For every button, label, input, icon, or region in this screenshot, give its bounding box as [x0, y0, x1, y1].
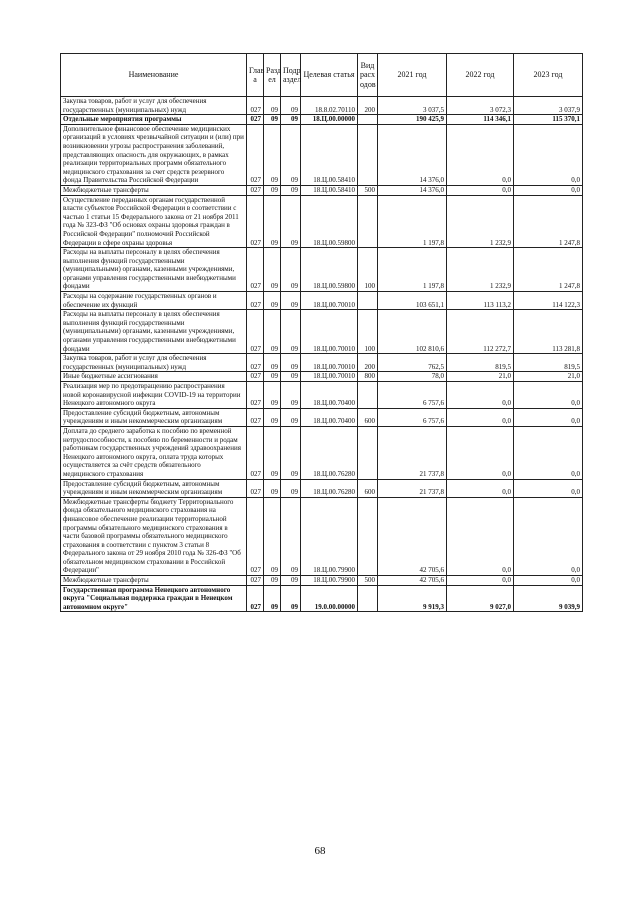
row-celevaya-statya: 18.Ц.00.70010 — [301, 292, 358, 310]
row-value-2023: 0,0 — [514, 426, 583, 479]
row-glava: 027 — [247, 354, 264, 372]
row-name: Предоставление субсидий бюджетным, автономным учреждениям и иным некоммерческим организациям — [61, 408, 247, 426]
row-celevaya-statya: 18.Ц.00.70400 — [301, 408, 358, 426]
row-celevaya-statya: 18.Ц.00.70400 — [301, 382, 358, 409]
row-glava: 027 — [247, 382, 264, 409]
row-value-2023: 1 247,8 — [514, 248, 583, 292]
table-row — [61, 576, 583, 586]
table-row — [61, 408, 583, 426]
row-value-2021: 190 425,9 — [378, 115, 447, 125]
budget-table — [60, 53, 583, 612]
header-2022: 2022 год — [447, 54, 514, 97]
row-value-2021: 78,0 — [378, 372, 447, 382]
table-row — [61, 292, 583, 310]
header-celevaya-statya: Целевая статья — [301, 54, 358, 97]
row-value-2022: 3 072,3 — [447, 97, 514, 115]
row-value-2021: 42 705,6 — [378, 497, 447, 575]
row-name: Закупка товаров, работ и услуг для обеспечения государственных (муниципальных) нужд — [61, 354, 247, 372]
table-body — [61, 97, 583, 612]
row-name: Закупка товаров, работ и услуг для обеспечения государственных (муниципальных) нужд — [61, 97, 247, 115]
table-row — [61, 310, 583, 354]
row-vid-rashodov — [358, 382, 378, 409]
budget-table-container — [60, 53, 582, 612]
row-name: Осуществление переданных органам государственной власти субъектов Российской Федерации в соответствии с частью 1 статьи 15 Федерального закона от 21 ноября 2011 года № 323-ФЗ "Об основах охраны здоровья граждан в Российской Федерации" полномочий Российской Федерации в сфере охраны здоровья — [61, 195, 247, 248]
row-vid-rashodov — [358, 292, 378, 310]
row-value-2023: 114 122,3 — [514, 292, 583, 310]
row-value-2022: 0,0 — [447, 382, 514, 409]
row-name: Иные бюджетные ассигнования — [61, 372, 247, 382]
row-name: Предоставление субсидий бюджетным, автономным учреждениям и иным некоммерческим организациям — [61, 479, 247, 497]
row-razdel: 09 — [264, 185, 281, 195]
row-celevaya-statya: 18.Ц.00.58410 — [301, 185, 358, 195]
row-value-2021: 6 757,6 — [378, 408, 447, 426]
row-podrazdel: 09 — [281, 576, 301, 586]
row-vid-rashodov: 200 — [358, 354, 378, 372]
row-name: Расходы на выплаты персоналу в целях обеспечения выполнения функций государственными (муниципальными) органами, казенными учреждениями, органами управления государственными внебюджетными фондами — [61, 310, 247, 354]
row-value-2023: 1 247,8 — [514, 195, 583, 248]
header-razdel: Разд ел — [264, 54, 281, 97]
row-value-2022: 819,5 — [447, 354, 514, 372]
row-value-2023: 0,0 — [514, 408, 583, 426]
row-vid-rashodov: 600 — [358, 479, 378, 497]
row-vid-rashodov — [358, 426, 378, 479]
row-value-2023: 819,5 — [514, 354, 583, 372]
row-podrazdel: 09 — [281, 124, 301, 185]
table-row — [61, 97, 583, 115]
row-vid-rashodov: 200 — [358, 97, 378, 115]
row-celevaya-statya: 18.Ц.00.59800 — [301, 248, 358, 292]
row-vid-rashodov: 600 — [358, 408, 378, 426]
row-podrazdel: 09 — [281, 248, 301, 292]
table-row — [61, 195, 583, 248]
row-podrazdel: 09 — [281, 497, 301, 575]
row-vid-rashodov — [358, 497, 378, 575]
row-value-2022: 0,0 — [447, 497, 514, 575]
row-value-2023: 0,0 — [514, 497, 583, 575]
row-podrazdel: 09 — [281, 185, 301, 195]
row-glava: 027 — [247, 310, 264, 354]
row-razdel: 09 — [264, 497, 281, 575]
row-celevaya-statya: 18.Ц.00.70010 — [301, 372, 358, 382]
row-value-2023: 21,0 — [514, 372, 583, 382]
row-podrazdel: 09 — [281, 115, 301, 125]
row-podrazdel: 09 — [281, 372, 301, 382]
row-vid-rashodov — [358, 195, 378, 248]
page-number: 68 — [314, 845, 326, 857]
row-name: Межбюджетные трансферты — [61, 185, 247, 195]
row-vid-rashodov — [358, 124, 378, 185]
table-row — [61, 124, 583, 185]
row-value-2021: 14 376,0 — [378, 185, 447, 195]
row-podrazdel: 09 — [281, 382, 301, 409]
row-glava: 027 — [247, 497, 264, 575]
row-value-2022: 0,0 — [447, 124, 514, 185]
row-celevaya-statya: 18.8.02.70110 — [301, 97, 358, 115]
row-value-2021: 1 197,8 — [378, 195, 447, 248]
row-vid-rashodov: 800 — [358, 372, 378, 382]
row-podrazdel: 09 — [281, 408, 301, 426]
row-value-2021: 14 376,0 — [378, 124, 447, 185]
row-name: Доплата до среднего заработка к пособию по временной нетрудоспособности, к пособию по беременности и родам работникам государственных учреждений здравоохранения Ненецкого автономного округа, оплата труда которых осуществляется за счёт средств обязательного медицинского страхования — [61, 426, 247, 479]
row-razdel: 09 — [264, 585, 281, 612]
row-celevaya-statya: 18.Ц.00.00000 — [301, 115, 358, 125]
row-glava: 027 — [247, 585, 264, 612]
row-value-2021: 1 197,8 — [378, 248, 447, 292]
row-value-2021: 9 919,3 — [378, 585, 447, 612]
table-row — [61, 115, 583, 125]
row-celevaya-statya: 18.Ц.00.76280 — [301, 479, 358, 497]
row-glava: 027 — [247, 292, 264, 310]
row-podrazdel: 09 — [281, 479, 301, 497]
row-value-2023: 0,0 — [514, 124, 583, 185]
row-razdel: 09 — [264, 354, 281, 372]
row-value-2022: 21,0 — [447, 372, 514, 382]
row-value-2021: 103 651,1 — [378, 292, 447, 310]
row-value-2022: 113 113,2 — [447, 292, 514, 310]
row-glava: 027 — [247, 248, 264, 292]
row-glava: 027 — [247, 426, 264, 479]
row-value-2022: 1 232,9 — [447, 195, 514, 248]
row-podrazdel: 09 — [281, 97, 301, 115]
table-row — [61, 426, 583, 479]
table-row — [61, 497, 583, 575]
row-value-2023: 115 370,1 — [514, 115, 583, 125]
row-value-2022: 1 232,9 — [447, 248, 514, 292]
row-razdel: 09 — [264, 115, 281, 125]
row-razdel: 09 — [264, 248, 281, 292]
row-celevaya-statya: 18.Ц.00.79900 — [301, 497, 358, 575]
row-vid-rashodov — [358, 585, 378, 612]
row-name: Государственная программа Ненецкого автономного округа "Социальная поддержка граждан в Ненецком автономном округе" — [61, 585, 247, 612]
row-razdel: 09 — [264, 372, 281, 382]
row-value-2022: 9 027,0 — [447, 585, 514, 612]
table-row — [61, 185, 583, 195]
row-glava: 027 — [247, 185, 264, 195]
table-header-row — [61, 54, 583, 97]
row-podrazdel: 09 — [281, 310, 301, 354]
row-name: Расходы на выплаты персоналу в целях обеспечения выполнения функций государственными (муниципальными) органами, казенными учреждениями, органами управления государственными внебюджетными фондами — [61, 248, 247, 292]
row-vid-rashodov — [358, 115, 378, 125]
row-glava: 027 — [247, 115, 264, 125]
row-value-2022: 0,0 — [447, 576, 514, 586]
row-name: Реализация мер по предотвращению распространения новой коронавирусной инфекции COVID-19 на территории Ненецкого автономного округа — [61, 382, 247, 409]
row-value-2021: 21 737,8 — [378, 479, 447, 497]
header-podrazdel: Подр аздел — [281, 54, 301, 97]
row-podrazdel: 09 — [281, 426, 301, 479]
row-razdel: 09 — [264, 124, 281, 185]
header-vid-rashodov: Вид расх одов — [358, 54, 378, 97]
row-value-2021: 6 757,6 — [378, 382, 447, 409]
row-value-2022: 114 346,1 — [447, 115, 514, 125]
row-podrazdel: 09 — [281, 195, 301, 248]
row-celevaya-statya: 18.Ц.00.76280 — [301, 426, 358, 479]
row-name: Расходы на содержание государственных органов и обеспечение их функций — [61, 292, 247, 310]
table-row — [61, 248, 583, 292]
row-name: Отдельные мероприятия программы — [61, 115, 247, 125]
row-celevaya-statya: 18.Ц.00.70010 — [301, 354, 358, 372]
row-glava: 027 — [247, 479, 264, 497]
table-row — [61, 372, 583, 382]
table-row — [61, 479, 583, 497]
row-value-2023: 9 039,9 — [514, 585, 583, 612]
row-name: Межбюджетные трансферты бюджету Территориального фонда обязательного медицинского страхования на финансовое обеспечение реализации территориальной программы обязательного медицинского страхования в части базовой программы обязательного медицинского страхования в соответствии с пунктом 3 статьи 8 Федерального закона от 29 ноября 2010 года № 326-ФЗ "Об обязательном медицинском страховании в Российской Федерации" — [61, 497, 247, 575]
row-razdel: 09 — [264, 292, 281, 310]
row-vid-rashodov: 100 — [358, 248, 378, 292]
row-glava: 027 — [247, 97, 264, 115]
row-razdel: 09 — [264, 382, 281, 409]
row-value-2021: 102 810,6 — [378, 310, 447, 354]
row-value-2022: 0,0 — [447, 408, 514, 426]
row-value-2022: 0,0 — [447, 426, 514, 479]
row-value-2023: 3 037,9 — [514, 97, 583, 115]
row-razdel: 09 — [264, 576, 281, 586]
row-glava: 027 — [247, 408, 264, 426]
row-razdel: 09 — [264, 97, 281, 115]
table-row — [61, 382, 583, 409]
row-celevaya-statya: 18.Ц.00.79900 — [301, 576, 358, 586]
row-razdel: 09 — [264, 408, 281, 426]
row-value-2021: 42 705,6 — [378, 576, 447, 586]
row-glava: 027 — [247, 576, 264, 586]
row-razdel: 09 — [264, 310, 281, 354]
header-2021: 2021 год — [378, 54, 447, 97]
row-glava: 027 — [247, 372, 264, 382]
row-glava: 027 — [247, 124, 264, 185]
row-celevaya-statya: 18.Ц.00.70010 — [301, 310, 358, 354]
row-vid-rashodov: 500 — [358, 576, 378, 586]
row-vid-rashodov: 100 — [358, 310, 378, 354]
row-value-2023: 0,0 — [514, 479, 583, 497]
row-value-2023: 0,0 — [514, 185, 583, 195]
row-razdel: 09 — [264, 479, 281, 497]
row-podrazdel: 09 — [281, 354, 301, 372]
row-name: Дополнительное финансовое обеспечение медицинских организаций в условиях чрезвычайной ситуации и (или) при возникновении угрозы распространения заболеваний, представляющих опасность для окружающих, в рамках реализации территориальных программ обязательного медицинского страхования за счет средств резервного фонда Правительства Российской Федерации — [61, 124, 247, 185]
row-glava: 027 — [247, 195, 264, 248]
row-value-2023: 0,0 — [514, 382, 583, 409]
table-row — [61, 354, 583, 372]
row-razdel: 09 — [264, 426, 281, 479]
row-celevaya-statya: 19.0.00.00000 — [301, 585, 358, 612]
row-podrazdel: 09 — [281, 292, 301, 310]
header-glava: Глав а — [247, 54, 264, 97]
row-razdel: 09 — [264, 195, 281, 248]
row-value-2021: 21 737,8 — [378, 426, 447, 479]
row-value-2022: 0,0 — [447, 479, 514, 497]
header-name: Наименование — [61, 54, 247, 97]
table-row — [61, 585, 583, 612]
row-name: Межбюджетные трансферты — [61, 576, 247, 586]
row-vid-rashodov: 500 — [358, 185, 378, 195]
row-value-2023: 113 281,8 — [514, 310, 583, 354]
row-value-2022: 112 272,7 — [447, 310, 514, 354]
row-celevaya-statya: 18.Ц.00.58410 — [301, 124, 358, 185]
row-value-2023: 0,0 — [514, 576, 583, 586]
row-celevaya-statya: 18.Ц.00.59800 — [301, 195, 358, 248]
row-value-2021: 762,5 — [378, 354, 447, 372]
row-podrazdel: 09 — [281, 585, 301, 612]
row-value-2022: 0,0 — [447, 185, 514, 195]
header-2023: 2023 год — [514, 54, 583, 97]
row-value-2021: 3 037,5 — [378, 97, 447, 115]
